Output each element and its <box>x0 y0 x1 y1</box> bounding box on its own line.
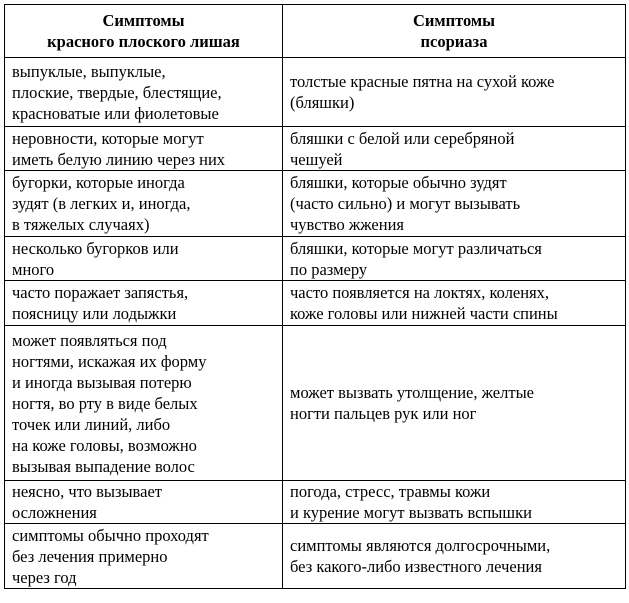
header-text: Симптомы <box>102 11 185 30</box>
header-text: псориаза <box>420 32 488 51</box>
cell-line: выпуклые, выпуклые, <box>12 61 166 81</box>
table-row <box>5 281 626 326</box>
cell-line: и курение могут вызвать вспышки <box>290 503 532 522</box>
psoriasis-cell <box>283 127 626 171</box>
cell-line: красноватые или фиолетовые <box>12 103 219 123</box>
cell-line: толстые красные пятна на сухой коже <box>290 72 555 91</box>
cell-line: бляшки, которые обычно зудят <box>290 173 507 192</box>
header-lichen-planus <box>5 5 283 58</box>
cell-line: несколько бугорков или <box>12 238 179 258</box>
cell-line: без какого-либо известного лечения <box>290 557 542 576</box>
table-row <box>5 481 626 524</box>
cell-line: поясницу или лодыжки <box>12 304 177 323</box>
cell-line: бляшки с белой или серебряной <box>290 128 515 148</box>
lichen-cell <box>5 58 283 127</box>
cell-line: на коже головы, возможно <box>12 435 197 455</box>
cell-line: ногтя, во рту в виде белых <box>12 393 198 413</box>
cell-line: (часто сильно) и могут вызывать <box>290 194 521 213</box>
cell-line: часто появляется на локтях, коленях, <box>290 283 550 302</box>
cell-line: много <box>12 259 55 279</box>
cell-line: (бляшки) <box>290 93 355 112</box>
header-row <box>5 5 626 58</box>
table-row <box>5 237 626 281</box>
cell-line: часто поражает запястья, <box>12 283 189 302</box>
cell-line: погода, стресс, травмы кожи <box>290 482 491 501</box>
psoriasis-cell <box>283 58 626 127</box>
lichen-cell <box>5 281 283 326</box>
psoriasis-cell <box>283 281 626 326</box>
cell-line: ногти пальцев рук или ног <box>290 404 477 423</box>
header-psoriasis <box>283 5 626 58</box>
cell-line: чувство жжения <box>290 215 404 234</box>
table-row <box>5 326 626 481</box>
lichen-cell <box>5 326 283 481</box>
psoriasis-cell <box>283 481 626 524</box>
cell-line: коже головы или нижней части спины <box>290 304 558 323</box>
cell-line: плоские, твердые, блестящие, <box>12 82 222 102</box>
header-text: красного плоского лишая <box>47 32 240 51</box>
cell-line: иметь белую линию через них <box>12 149 226 169</box>
lichen-cell <box>5 481 283 524</box>
cell-line: неровности, которые могут <box>12 128 204 148</box>
cell-line: по размеру <box>290 259 368 279</box>
lichen-cell <box>5 524 283 589</box>
cell-line: ногтями, искажая их форму <box>12 351 207 371</box>
header-text: Симптомы <box>412 11 496 30</box>
table-row <box>5 58 626 127</box>
table-row <box>5 127 626 171</box>
cell-line: симптомы обычно проходят <box>12 525 209 545</box>
cell-line: осложнения <box>12 503 97 522</box>
cell-line: через год <box>12 567 77 587</box>
cell-line: в тяжелых случаях) <box>12 215 150 234</box>
psoriasis-cell <box>283 326 626 481</box>
psoriasis-cell <box>283 524 626 589</box>
cell-line: бляшки, которые могут различаться <box>290 238 542 258</box>
psoriasis-cell <box>283 237 626 281</box>
cell-line: симптомы являются долгосрочными, <box>290 536 551 555</box>
table-row <box>5 171 626 237</box>
cell-line: бугорки, которые иногда <box>12 173 185 192</box>
comparison-table <box>4 4 626 589</box>
cell-line: может вызвать утолщение, желтые <box>290 383 534 402</box>
lichen-cell <box>5 127 283 171</box>
cell-line: без лечения примерно <box>12 546 168 566</box>
lichen-cell <box>5 237 283 281</box>
cell-line: может появляться под <box>12 330 167 350</box>
cell-line: и иногда вызывая потерю <box>12 372 192 392</box>
cell-line: точек или линий, либо <box>12 414 171 434</box>
table-row <box>5 524 626 589</box>
lichen-cell <box>5 171 283 237</box>
cell-line: чешуей <box>290 149 343 169</box>
psoriasis-cell <box>283 171 626 237</box>
cell-line: зудят (в легких и, иногда, <box>12 194 191 213</box>
cell-line: неясно, что вызывает <box>12 482 162 501</box>
cell-line: вызывая выпадение волос <box>12 456 195 476</box>
